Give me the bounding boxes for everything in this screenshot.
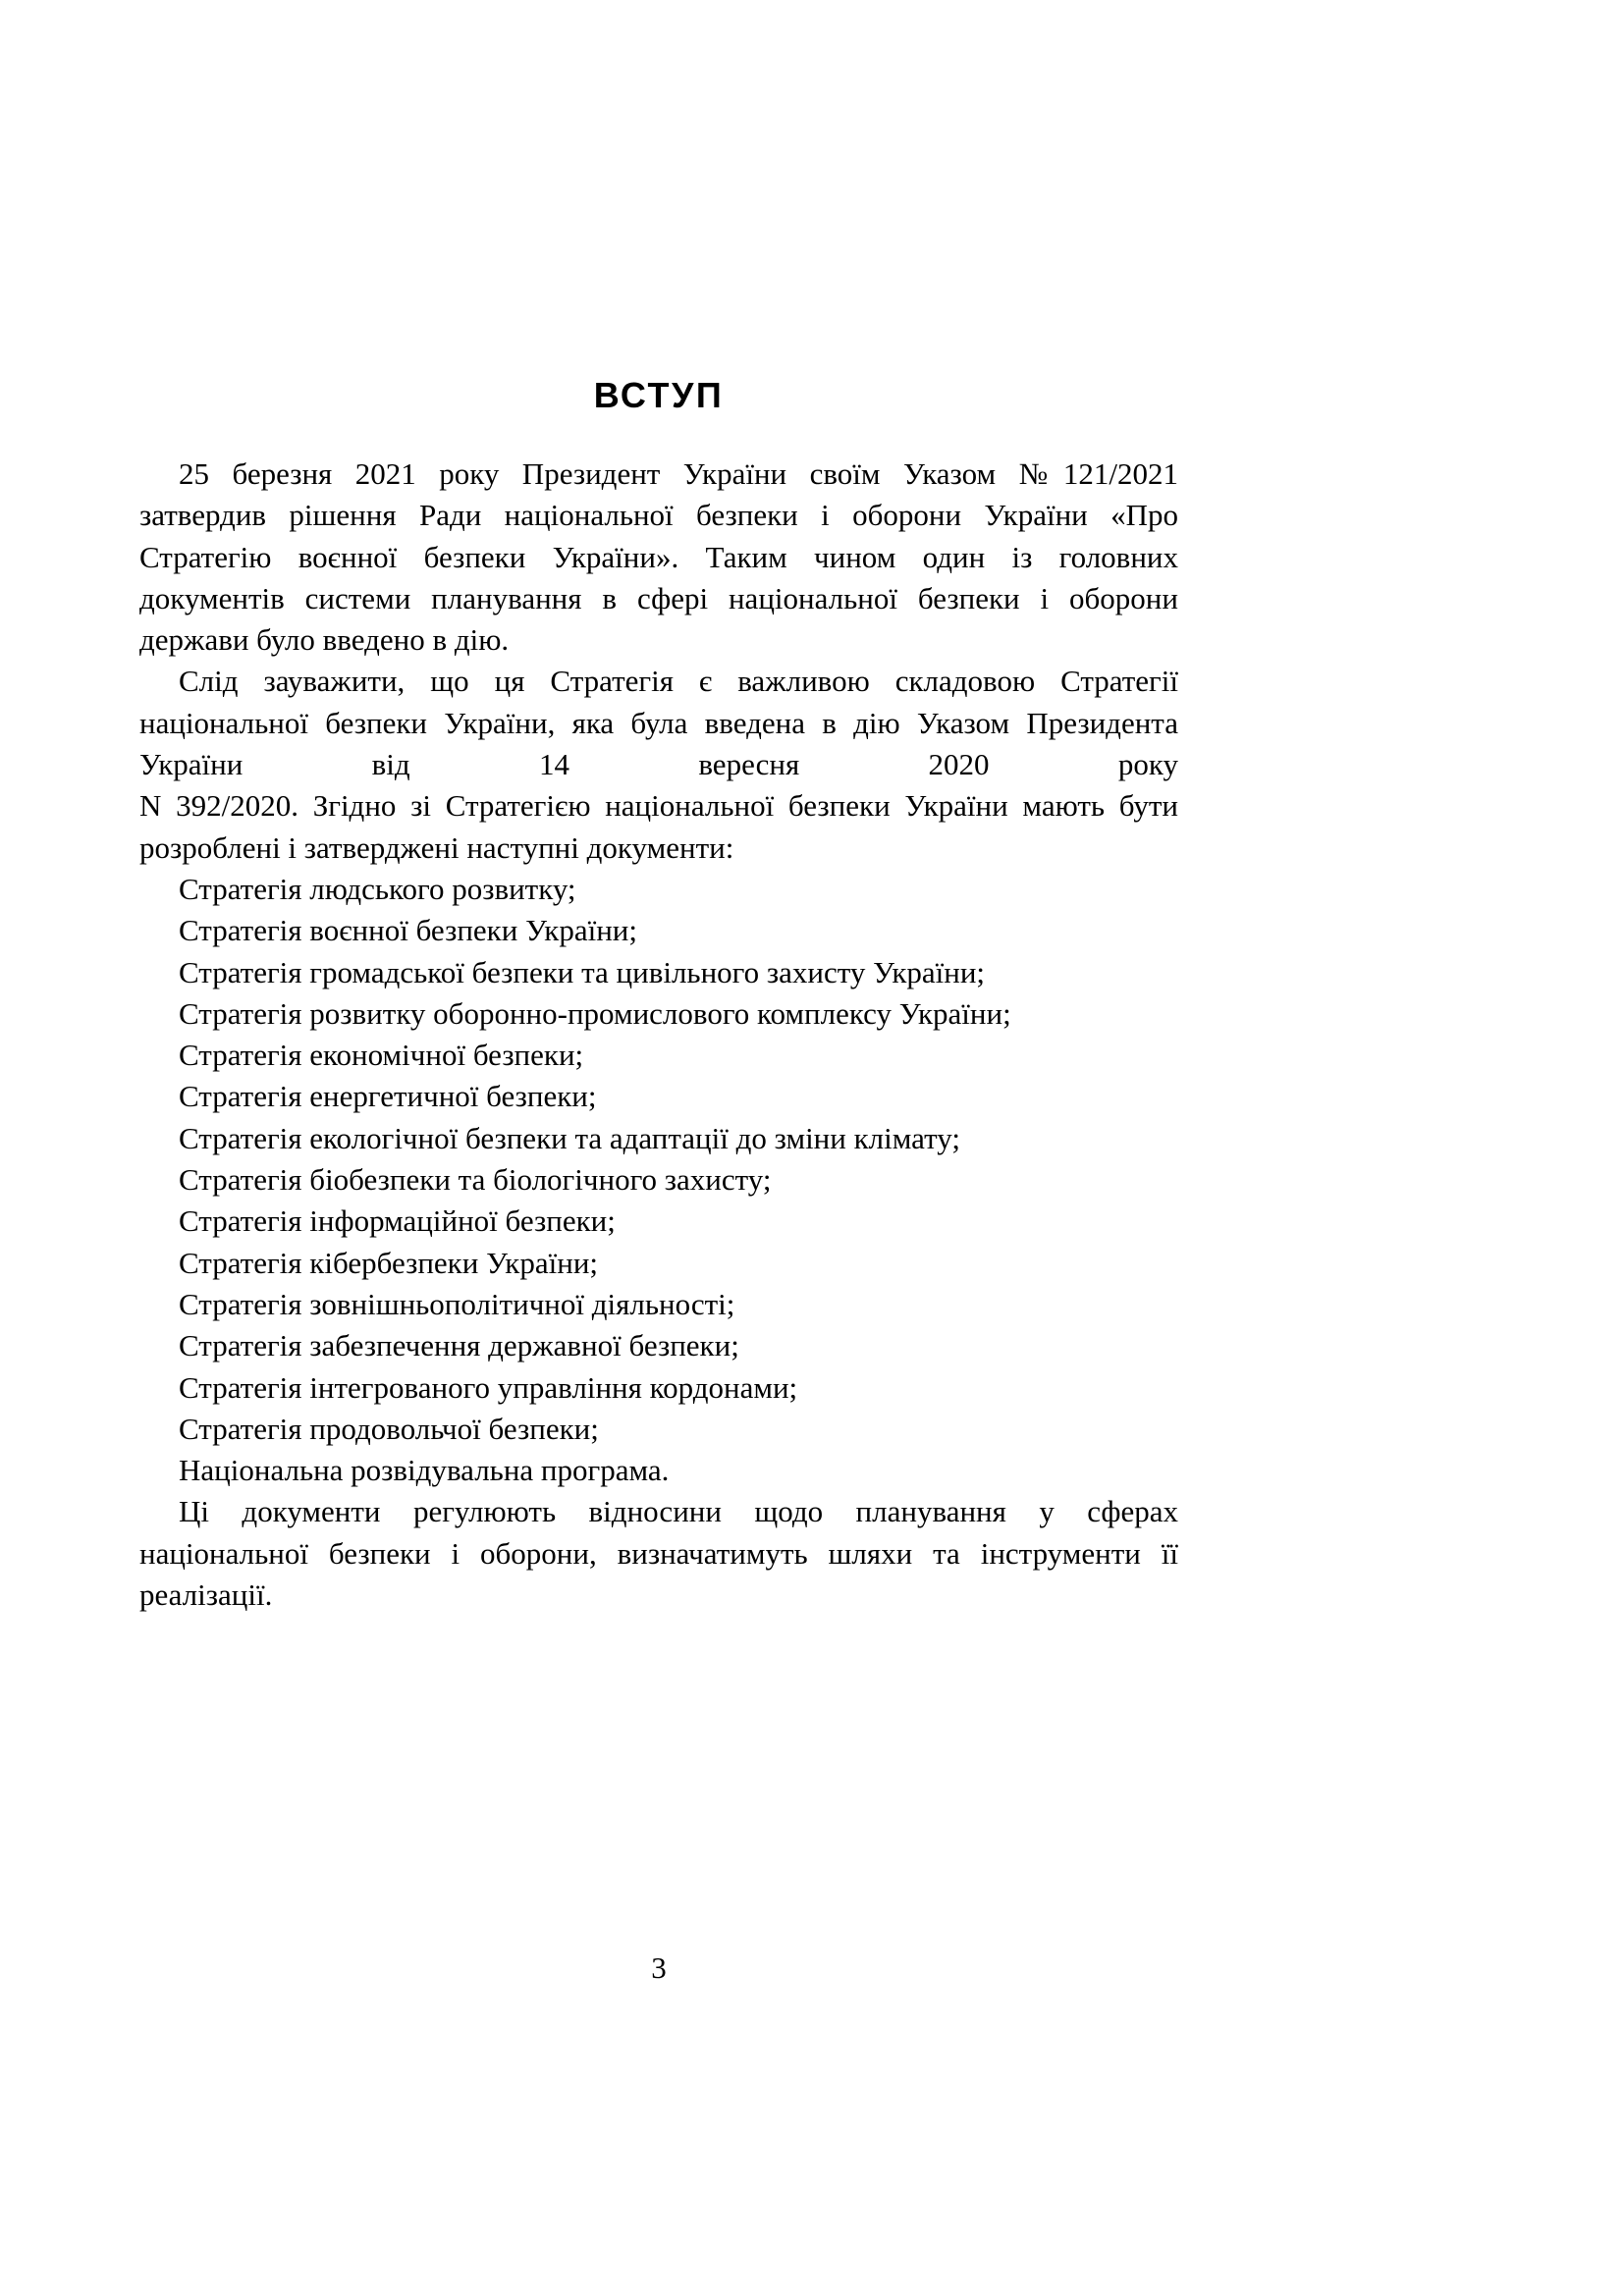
paragraph-line: реалізації. <box>139 1577 273 1613</box>
paragraph-strategy-context <box>139 661 1178 868</box>
paragraph-line: України від 14 вересня 2020 року <box>139 747 1178 782</box>
paragraph-line: Стратегію воєнної безпеки України». Таким чином один із головних <box>139 539 1178 574</box>
list-item: Стратегія біобезпеки та біологічного захисту; <box>179 1162 772 1198</box>
paragraph-intro-decree <box>139 454 1178 661</box>
paragraph-line: розроблені і затверджені наступні документи: <box>139 829 734 865</box>
paragraph-line: національної безпеки України, яка була введена в дію Указом Президента <box>139 705 1178 740</box>
list-item: Стратегія людського розвитку; <box>179 871 576 906</box>
list-item: Стратегія кібербезпеки України; <box>179 1245 599 1280</box>
strategy-documents-list <box>139 869 1178 1491</box>
paragraph-line: 25 березня 2021 року Президент України своїм Указом №121/2021 <box>179 456 1178 491</box>
page-title: ВСТУП <box>593 375 725 415</box>
list-item: Стратегія забезпечення державної безпеки; <box>179 1328 739 1363</box>
list-item: Стратегія енергетичної безпеки; <box>179 1079 597 1114</box>
paragraph-line: Слід зауважити, що ця Стратегія є важливою складовою Стратегії <box>179 664 1178 699</box>
paragraph-line: держави було введено в дію. <box>139 622 510 658</box>
list-item: Стратегія інформаційної безпеки; <box>179 1203 616 1239</box>
paragraph-line: затвердив рішення Ради національної безпеки і оборони України «Про <box>139 498 1178 533</box>
paragraph-line: документів системи планування в сфері національної безпеки і оборони <box>139 580 1178 615</box>
list-item: Стратегія економічної безпеки; <box>179 1038 584 1073</box>
list-item: Стратегія інтегрованого управління кордонами; <box>179 1369 798 1405</box>
list-item: Стратегія зовнішньополітичної діяльності; <box>179 1286 735 1321</box>
list-item: Стратегія громадської безпеки та цивільного захисту України; <box>179 954 986 989</box>
list-item: Національна розвідувальна програма. <box>179 1453 670 1488</box>
list-item: Стратегія продовольчої безпеки; <box>179 1411 599 1446</box>
paragraph-closing <box>139 1491 1178 1616</box>
page-number: 3 <box>651 1950 667 1985</box>
list-item: Стратегія розвитку оборонно-промислового комплексу України; <box>179 995 1011 1031</box>
list-item: Стратегія воєнної безпеки України; <box>179 913 638 948</box>
paragraph-line: Ці документи регулюють відносини щодо планування у сферах <box>179 1494 1178 1529</box>
paragraph-line: національної безпеки і оборони, визначатимуть шляхи та інструменти її <box>139 1535 1178 1571</box>
list-item: Стратегія екологічної безпеки та адаптації до зміни клімату; <box>179 1120 960 1155</box>
document-body <box>139 454 1178 1616</box>
paragraph-line: N 392/2020. Згідно зі Стратегією національної безпеки України мають бути <box>139 788 1178 824</box>
